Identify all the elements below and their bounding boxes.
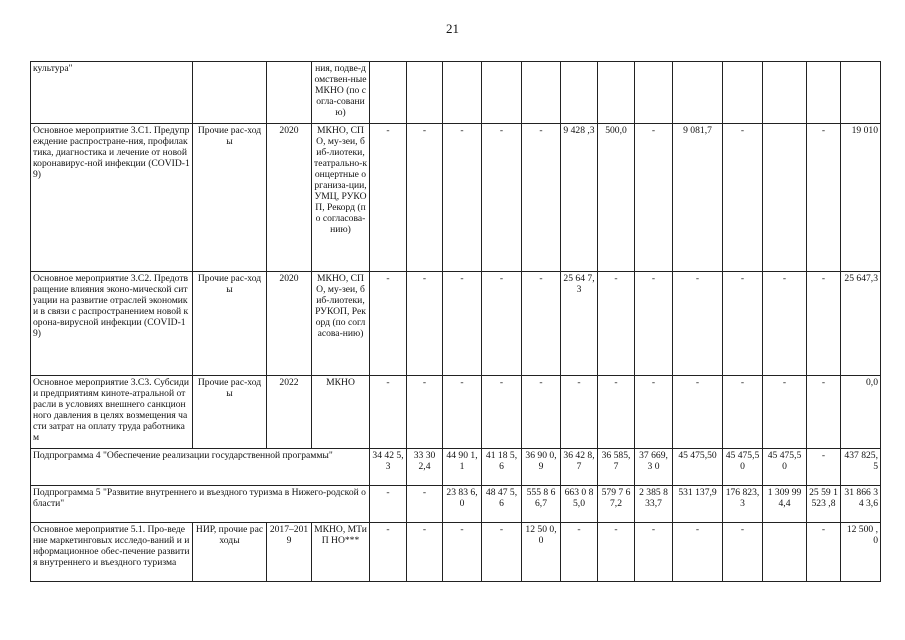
budget-table	[30, 61, 881, 582]
total-cell: 437 825,5	[841, 449, 881, 486]
period: 2017–2019	[267, 523, 312, 582]
value-cell	[407, 62, 443, 124]
total-cell: 25 647,3	[841, 272, 881, 376]
value-cell: 33 30 2,4	[407, 449, 443, 486]
value-cell: 36 585,7	[598, 449, 635, 486]
value-cell: -	[807, 449, 841, 486]
table-row	[31, 62, 881, 124]
value-cell	[807, 62, 841, 124]
value-cell: 9 428 ,3	[561, 124, 598, 272]
value-cell: -	[407, 124, 443, 272]
executor: ния, подве-домствен-ные МКНО (по согла-сованию)	[312, 62, 370, 124]
period	[267, 62, 312, 124]
value-cell: -	[561, 523, 598, 582]
value-cell: -	[763, 272, 807, 376]
value-cell: 45 475,50	[673, 449, 723, 486]
value-cell: -	[635, 272, 673, 376]
value-cell	[673, 62, 723, 124]
value-cell: -	[443, 376, 482, 449]
value-cell: -	[407, 376, 443, 449]
value-cell: -	[673, 523, 723, 582]
value-cell: -	[807, 124, 841, 272]
value-cell	[443, 62, 482, 124]
value-cell: -	[443, 272, 482, 376]
value-cell: -	[807, 376, 841, 449]
expense-type: НИР, прочие расходы	[193, 523, 267, 582]
value-cell: 36 42 8,7	[561, 449, 598, 486]
total-cell	[841, 62, 881, 124]
value-cell: -	[443, 124, 482, 272]
table-row	[31, 449, 881, 486]
value-cell: -	[763, 376, 807, 449]
value-cell: 531 137,9	[673, 486, 723, 523]
value-cell: -	[482, 124, 522, 272]
value-cell: -	[723, 523, 763, 582]
value-cell: 9 081,7	[673, 124, 723, 272]
table-row	[31, 486, 881, 523]
value-cell: -	[723, 124, 763, 272]
value-cell: -	[407, 523, 443, 582]
value-cell: 37 669,3 0	[635, 449, 673, 486]
total-cell: 31 866 34 3,6	[841, 486, 881, 523]
row-name: Основное мероприятие 3.С3. Субсидии предприятиям киноте-атральной отрасли в условиях внешнего санкционного давления в целях возмещения части затрат на оплату труда работникам	[31, 376, 193, 449]
value-cell: -	[598, 272, 635, 376]
value-cell: -	[635, 523, 673, 582]
value-cell: -	[522, 124, 561, 272]
value-cell: 36 90 0,9	[522, 449, 561, 486]
table-row	[31, 124, 881, 272]
value-cell	[763, 523, 807, 582]
total-cell: 19 010	[841, 124, 881, 272]
value-cell: 555 8 66,7	[522, 486, 561, 523]
value-cell: -	[370, 486, 407, 523]
subprogram-name: Подпрограмма 4 "Обеспечение реализации государственной программы"	[31, 449, 370, 486]
value-cell: -	[407, 272, 443, 376]
table-row	[31, 272, 881, 376]
value-cell: -	[723, 272, 763, 376]
value-cell: 2 385 833,7	[635, 486, 673, 523]
value-cell: 23 83 6,0	[443, 486, 482, 523]
value-cell	[370, 62, 407, 124]
value-cell	[482, 62, 522, 124]
value-cell: -	[522, 376, 561, 449]
value-cell	[763, 62, 807, 124]
value-cell: -	[370, 124, 407, 272]
value-cell: 25 59 1 523 ,8	[807, 486, 841, 523]
row-name: культура"	[31, 62, 193, 124]
row-name: Основное мероприятие 3.С1. Предупреждение распростране-ния, профилактика, диагностика и лечение от новой коронавирус-ной инфекции (COVID-19)	[31, 124, 193, 272]
value-cell: -	[407, 486, 443, 523]
expense-type	[193, 62, 267, 124]
total-cell: 0,0	[841, 376, 881, 449]
period: 2020	[267, 272, 312, 376]
value-cell: 44 90 1,1	[443, 449, 482, 486]
value-cell	[723, 62, 763, 124]
page-number: 21	[446, 21, 459, 36]
value-cell: -	[561, 376, 598, 449]
row-name: Основное мероприятие 3.С2. Предотвращение влияния эконо-мической ситуации на развитие отраслей экономики в связи с распространением новой корона-вирусной инфекции (COVID-19)	[31, 272, 193, 376]
executor: МКНО, МТиП НО***	[312, 523, 370, 582]
value-cell: -	[482, 523, 522, 582]
value-cell: -	[370, 376, 407, 449]
value-cell: -	[598, 523, 635, 582]
value-cell	[522, 62, 561, 124]
value-cell: -	[635, 124, 673, 272]
period: 2020	[267, 124, 312, 272]
total-cell: 12 500 ,0	[841, 523, 881, 582]
value-cell: 45 475,50	[723, 449, 763, 486]
executor: МКНО	[312, 376, 370, 449]
value-cell: -	[482, 376, 522, 449]
value-cell: -	[673, 376, 723, 449]
value-cell: 176 823,3	[723, 486, 763, 523]
value-cell: -	[370, 272, 407, 376]
value-cell: -	[370, 523, 407, 582]
value-cell: 41 18 5,6	[482, 449, 522, 486]
value-cell: -	[598, 376, 635, 449]
value-cell: 663 0 85,0	[561, 486, 598, 523]
value-cell: 1 309 994,4	[763, 486, 807, 523]
value-cell: -	[723, 376, 763, 449]
value-cell: 34 42 5,3	[370, 449, 407, 486]
value-cell	[635, 62, 673, 124]
value-cell: -	[522, 272, 561, 376]
value-cell: -	[635, 376, 673, 449]
subprogram-name: Подпрограмма 5 "Развитие внутреннего и въездного туризма в Нижего-родской области"	[31, 486, 370, 523]
value-cell: -	[673, 272, 723, 376]
value-cell: 12 50 0,0	[522, 523, 561, 582]
executor: МКНО, СПО, му-зеи, биб-лиотеки, РУКОП, Рекорд (по согласова-нию)	[312, 272, 370, 376]
value-cell: -	[807, 272, 841, 376]
value-cell	[561, 62, 598, 124]
value-cell: -	[443, 523, 482, 582]
value-cell	[763, 124, 807, 272]
expense-type: Прочие рас-ходы	[193, 272, 267, 376]
table-row	[31, 523, 881, 582]
value-cell: -	[807, 523, 841, 582]
value-cell: -	[482, 272, 522, 376]
executor: МКНО, СПО, му-зеи, биб-лиотеки, театрально-концертные организа-ции, УМЦ, РУКОП, Рекорд (по согласова-нию)	[312, 124, 370, 272]
expense-type: Прочие рас-ходы	[193, 376, 267, 449]
row-name: Основное мероприятие 5.1. Про-ведение маркетинговых исследо-ваний и информационное обес-печение развития внутреннего и въездного туризма	[31, 523, 193, 582]
value-cell: 48 47 5,6	[482, 486, 522, 523]
value-cell: 45 475,5 0	[763, 449, 807, 486]
period: 2022	[267, 376, 312, 449]
expense-type: Прочие рас-ходы	[193, 124, 267, 272]
value-cell: 25 64 7,3	[561, 272, 598, 376]
value-cell	[598, 62, 635, 124]
value-cell: 579 7 67,2	[598, 486, 635, 523]
value-cell: 500,0	[598, 124, 635, 272]
table-row	[31, 376, 881, 449]
